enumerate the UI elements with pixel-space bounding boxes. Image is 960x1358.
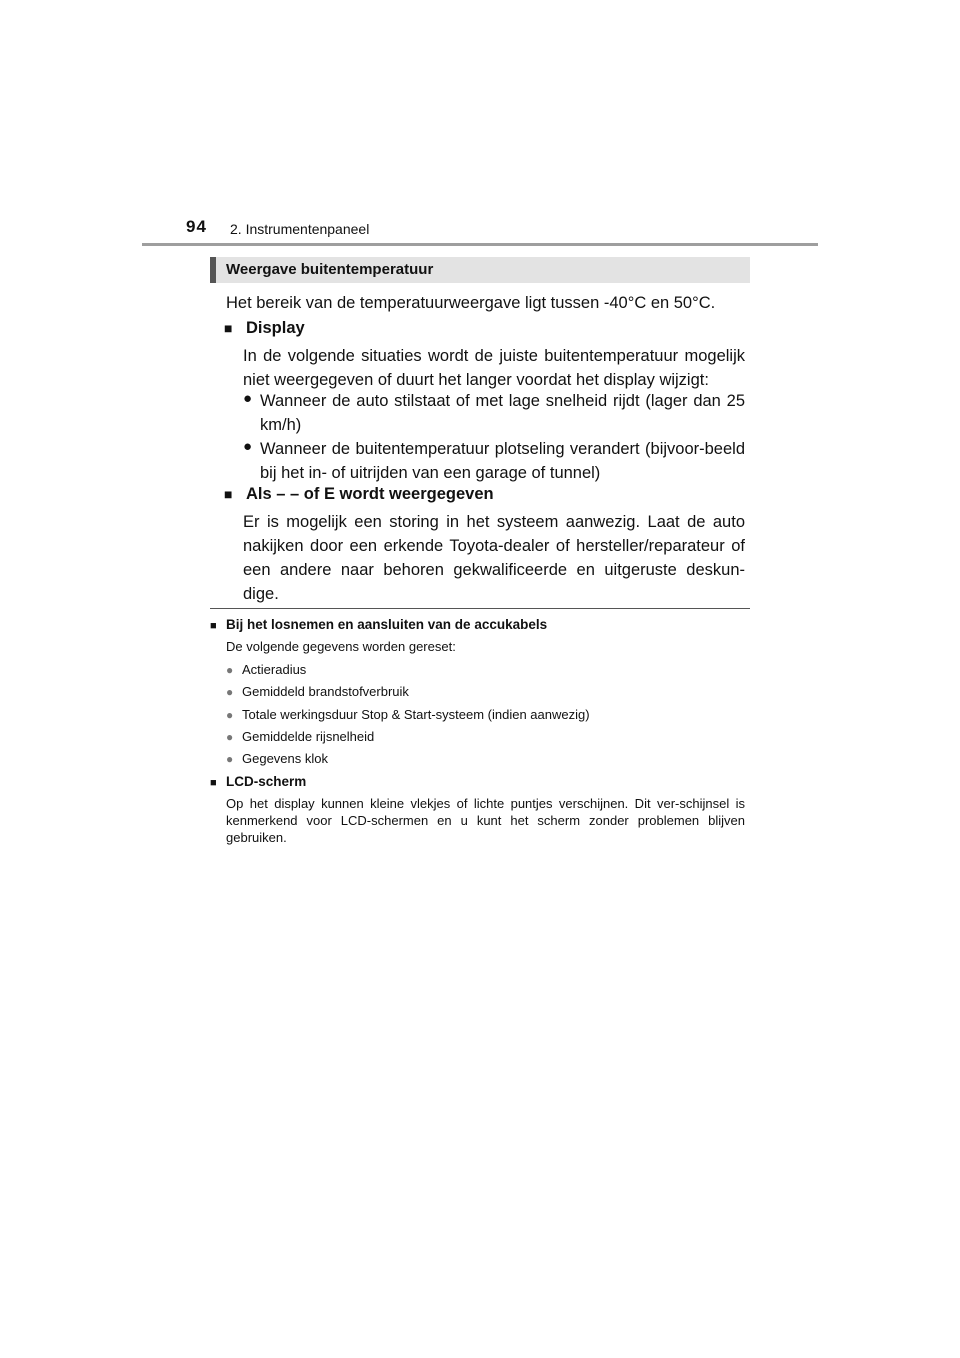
als-text: Er is mogelijk een storing in het systeem aanwezig. Laat de auto nakijken door een erkende Toyota-dealer of hersteller/reparateur of een andere naar behoren gekwalificeerde en uitgeruste deskun-dige. [243, 513, 745, 603]
square-icon: ■ [210, 777, 217, 789]
bullet-icon: ● [226, 730, 234, 744]
list-item: ● Gemiddelde rijsnelheid [226, 729, 375, 744]
section-marker [210, 257, 216, 283]
note-rule [210, 608, 750, 609]
square-icon: ■ [224, 486, 233, 502]
list-item: ● Actieradius [226, 662, 307, 677]
list-item: ● Gegevens klok [226, 751, 328, 766]
display-heading-label: Display [246, 319, 305, 337]
section-title: Weergave buitentemperatuur [226, 261, 434, 278]
square-icon: ■ [224, 320, 233, 336]
lcd-heading [210, 774, 306, 789]
bullet-icon: ● [226, 752, 234, 766]
display-text: In de volgende situaties wordt de juiste buitentemperatuur mogelijk niet weergegeven of duurt het langer voordat het display wijzigt: [243, 347, 745, 389]
list-item: ● Gemiddeld brandstofverbruik [226, 684, 409, 699]
intro-text: Het bereik van de temperatuurweergave ligt tussen -40°C en 50°C. [226, 294, 716, 312]
bullet-icon: ● [226, 663, 234, 677]
chapter-title: 2. Instrumentenpaneel [230, 221, 370, 237]
lcd-text: Op het display kunnen kleine vlekjes of lichte puntjes verschijnen. Dit ver-schijnsel is kenmerkend voor LCD-schermen en u kunt het scherm zonder problemen blijven gebruiken. [226, 796, 745, 845]
als-heading [224, 482, 494, 506]
bullet-icon: ● [226, 685, 234, 699]
square-icon: ■ [210, 620, 217, 632]
bullet-icon: ● [243, 390, 253, 407]
display-heading [224, 316, 305, 340]
bullet-icon: ● [243, 438, 253, 455]
lcd-heading-label: LCD-scherm [226, 774, 307, 789]
battery-text: De volgende gegevens worden gereset: [226, 639, 456, 654]
battery-heading [210, 617, 547, 632]
display-bullet-2: Wanneer de buitentemperatuur plotseling verandert (bijvoor-beeld bij het in- of uitrijden van een garage of tunnel) [260, 440, 745, 482]
list-item: ● Totale werkingsduur Stop & Start-systeem (indien aanwezig) [226, 707, 590, 722]
section-title-bar [210, 257, 750, 283]
als-heading-label: Als – – of E wordt weergegeven [246, 485, 494, 503]
display-bullet-1: Wanneer de auto stilstaat of met lage snelheid rijdt (lager dan 25 km/h) [260, 392, 745, 434]
page-number: 94 [186, 217, 207, 236]
header-rule [142, 243, 818, 246]
bullet-icon: ● [226, 708, 234, 722]
battery-heading-label: Bij het losnemen en aansluiten van de accukabels [226, 617, 548, 632]
